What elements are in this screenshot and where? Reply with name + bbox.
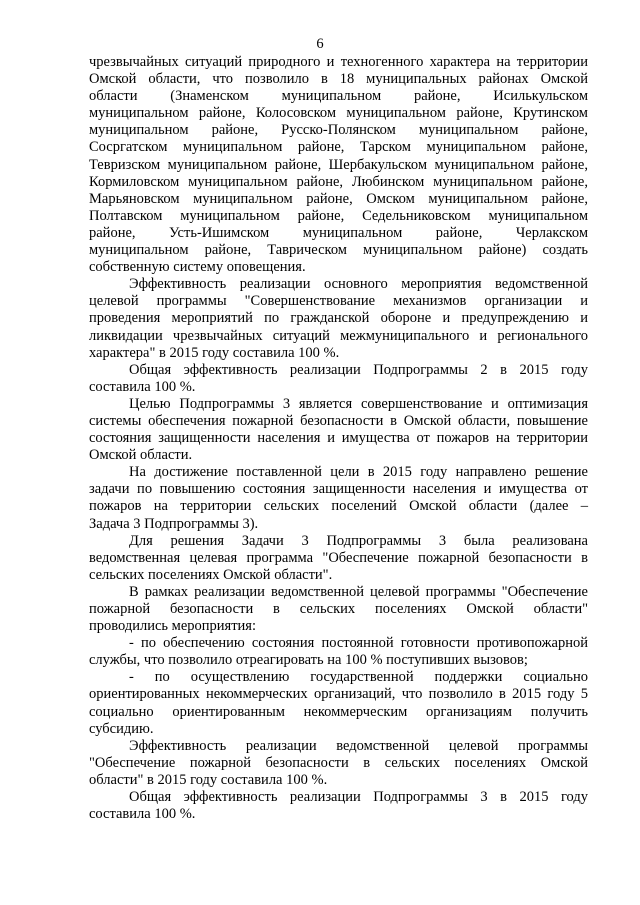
text-line: области (Знаменском муниципальном районе, Исилькульском bbox=[89, 88, 588, 105]
paragraph bbox=[89, 276, 588, 361]
text-line: Полтавском муниципальном районе, Седельниковском муниципальном bbox=[89, 207, 588, 224]
text-line: ликвидации чрезвычайных ситуаций межмуниципального и регионального bbox=[89, 327, 588, 344]
paragraph bbox=[89, 584, 588, 635]
text-line: Кормиловском муниципальном районе, Любинском муниципальном районе, bbox=[89, 173, 588, 190]
text-line: Омской области, что позволило в 18 муниципальных районах Омской bbox=[89, 71, 588, 88]
document-body bbox=[89, 54, 588, 823]
text-line: муниципальном районе, Таврическом муниципальном районе) создать bbox=[89, 242, 588, 259]
text-line: Общая эффективность реализации Подпрограммы 2 в 2015 году bbox=[129, 361, 588, 378]
text-line: муниципальном районе, Колосовском муниципальном районе, Крутинском bbox=[89, 105, 588, 122]
text-line: области" в 2015 году составила 100 %. bbox=[89, 771, 328, 788]
text-line: Задача 3 Подпрограммы 3). bbox=[89, 515, 259, 532]
text-line: собственную систему оповещения. bbox=[89, 259, 306, 276]
text-line: чрезвычайных ситуаций природного и техногенного характера на территории bbox=[89, 54, 588, 70]
text-line: проводились мероприятия: bbox=[89, 618, 256, 635]
text-line: - по обеспечению состояния постоянной готовности противопожарной bbox=[129, 635, 588, 652]
text-line: системы обеспечения пожарной безопасности в Омской области, повышение bbox=[89, 412, 588, 429]
paragraph bbox=[89, 635, 588, 669]
text-line: Общая эффективность реализации Подпрограммы 3 в 2015 году bbox=[129, 789, 588, 806]
text-line: Для решения Задачи 3 Подпрограммы 3 была реализована bbox=[129, 532, 588, 549]
paragraph bbox=[89, 362, 588, 396]
text-line: субсидию. bbox=[89, 720, 154, 737]
text-line: составила 100 %. bbox=[89, 806, 196, 823]
text-line: Сосргатском муниципальном районе, Тарском муниципальном районе, bbox=[89, 139, 588, 156]
text-line: составила 100 %. bbox=[89, 378, 196, 395]
text-line: сельских поселениях Омской области". bbox=[89, 566, 333, 583]
text-line: Эффективность реализации ведомственной целевой программы bbox=[129, 737, 588, 754]
text-line: Эффективность реализации основного мероприятия ведомственной bbox=[129, 276, 588, 293]
text-line: пожарной безопасности в сельских поселениях Омской области" bbox=[89, 601, 588, 617]
text-line: характера" в 2015 году составила 100 %. bbox=[89, 344, 340, 361]
text-line: ведомственная целевая программа "Обеспечение пожарной безопасности в bbox=[89, 549, 588, 566]
text-line: состояния защищенности населения и имущества от пожаров на территории bbox=[89, 430, 588, 447]
text-line: социально ориентированным некоммерческим организациям получить bbox=[89, 703, 588, 720]
text-line: "Обеспечение пожарной безопасности в сельских поселениях Омской bbox=[89, 754, 588, 771]
paragraph bbox=[89, 738, 588, 789]
paragraph bbox=[89, 533, 588, 584]
text-line: пожаров на территории сельских поселений Омской области (далее – bbox=[89, 498, 588, 515]
page-number: 6 bbox=[316, 36, 324, 52]
text-line: задачи по повышению состояния защищенности населения и имущества от bbox=[89, 481, 588, 498]
text-line: целевой программы "Совершенствование механизмов организации и bbox=[89, 293, 588, 310]
text-line: На достижение поставленной цели в 2015 году направлено решение bbox=[129, 464, 588, 481]
paragraph bbox=[89, 54, 588, 276]
text-line: Целью Подпрограммы 3 является совершенствование и оптимизация bbox=[129, 395, 588, 412]
text-line: службы, что позволило отреагировать на 100 % поступивших вызовов; bbox=[89, 652, 528, 669]
text-line: проведения мероприятий по гражданской обороне и предупреждению и bbox=[89, 310, 588, 327]
paragraph bbox=[89, 396, 588, 464]
text-line: Марьяновском муниципальном районе, Омском муниципальном районе, bbox=[89, 190, 588, 207]
text-line: - по осуществлению государственной поддержки социально bbox=[129, 669, 588, 686]
text-line: Тевризском муниципальном районе, Шербакульском муниципальном районе, bbox=[89, 156, 588, 173]
text-line: В рамках реализации ведомственной целевой программы "Обеспечение bbox=[129, 583, 588, 600]
paragraph bbox=[89, 789, 588, 823]
paragraph bbox=[89, 669, 588, 737]
paragraph bbox=[89, 464, 588, 532]
text-line: Омской области. bbox=[89, 447, 193, 464]
text-line: муниципальном районе, Русско-Полянском муниципальном районе, bbox=[89, 122, 588, 139]
text-line: ориентированных некоммерческих организаций, что позволило в 2015 году 5 bbox=[89, 686, 588, 703]
text-line: районе, Усть-Ишимском муниципальном районе, Черлакском bbox=[89, 224, 588, 241]
